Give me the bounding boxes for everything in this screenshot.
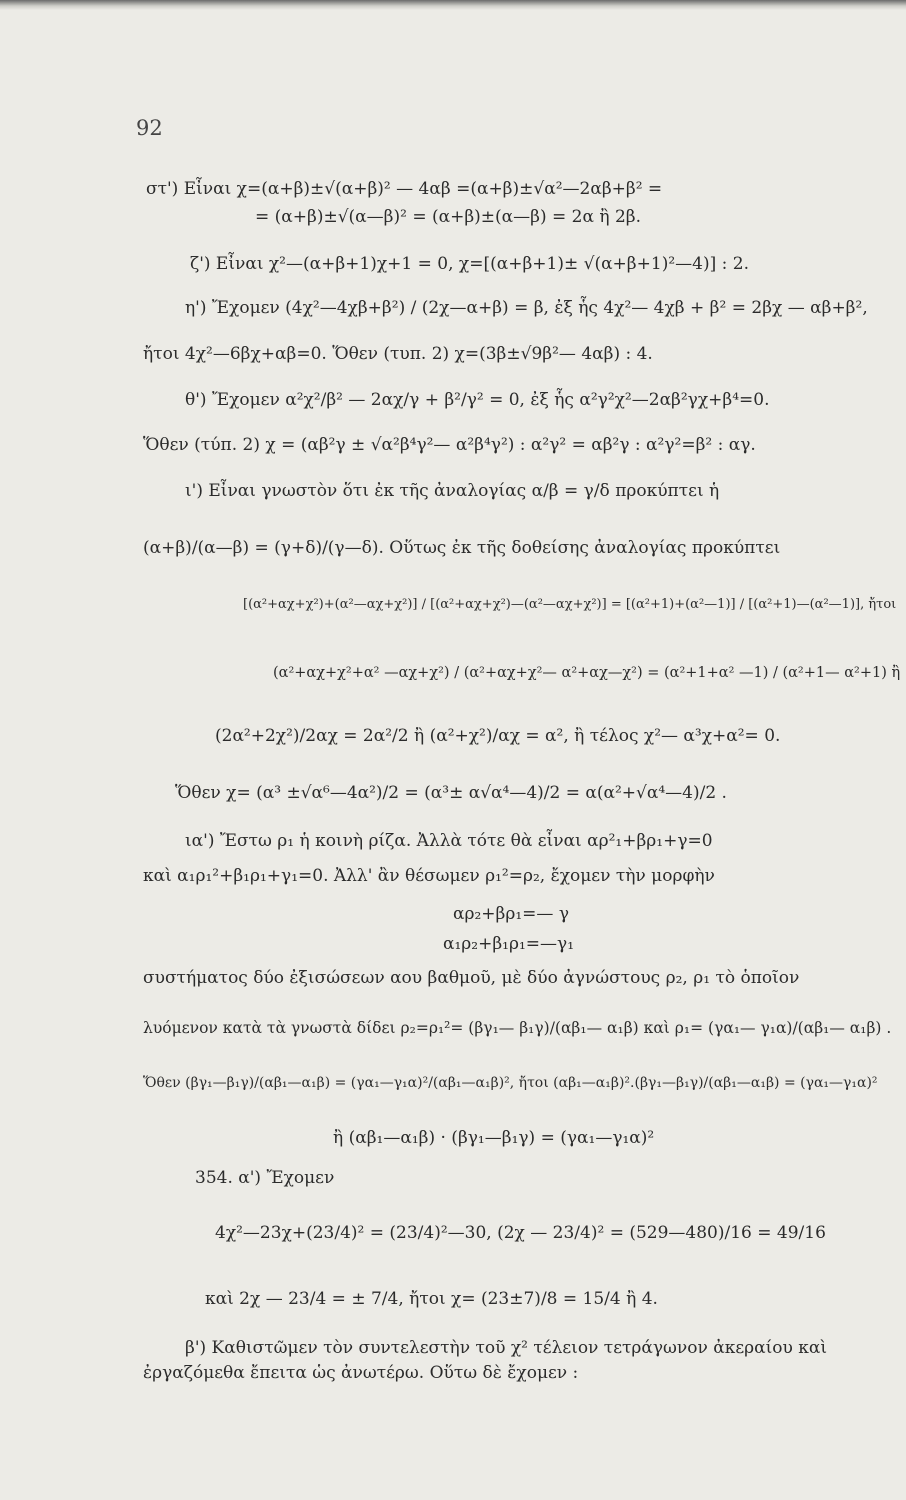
- text-line-ia-3: αρ₂+βρ₁=— γ: [453, 904, 569, 924]
- text-line-st-2: = (α+β)±√(α—β)² = (α+β)±(α—β) = 2α ἢ 2β.: [255, 207, 642, 227]
- text-line-i-3: [(α²+αχ+χ²)+(α²—αχ+χ²)] / [(α²+αχ+χ²)—(α²—αχ+χ²)] = [(α²+1)+(α²—1)] / [(α²+1)—(α²—1)], ἤτοι: [243, 597, 897, 612]
- text-line-354-2: 4χ²—23χ+(23/4)² = (23/4)²—30, (2χ — 23/4)² = (529—480)/16 = 49/16: [215, 1223, 826, 1243]
- text-line-ia-7: Ὅθεν (βγ₁—β₁γ)/(αβ₁—α₁β) = (γα₁—γ₁α)²/(αβ₁—α₁β)², ἤτοι (αβ₁—α₁β)².(βγ₁—β₁γ)/(αβ₁—α₁β) = (γα₁—γ₁α)²: [143, 1075, 878, 1091]
- text-line-b-2: ἐργαζόμεθα ἔπειτα ὡς ἀνωτέρω. Οὕτω δὲ ἔχομεν :: [143, 1363, 579, 1383]
- text-line-z: ζ') Εἶναι χ²—(α+β+1)χ+1 = 0, χ=[(α+β+1)± √(α+β+1)²—4)] : 2.: [190, 254, 749, 274]
- text-line-th-2: Ὅθεν (τύπ. 2) χ = (αβ²γ ± √α²β⁴γ²— α²β⁴γ²) : α²γ² = αβ²γ : α²γ²=β² : αγ.: [143, 435, 756, 455]
- text-line-ia-2: καὶ α₁ρ₁²+β₁ρ₁+γ₁=0. Ἀλλ' ἂν θέσωμεν ρ₁²=ρ₂, ἔχομεν τὴν μορφὴν: [143, 866, 715, 886]
- text-line-ia-1: ια') Ἔστω ρ₁ ἡ κοινὴ ρίζα. Ἀλλὰ τότε θὰ εἶναι αρ²₁+βρ₁+γ=0: [185, 831, 713, 851]
- text-line-st-1: στ') Εἶναι χ=(α+β)±√(α+β)² — 4αβ =(α+β)±√α²—2αβ+β² =: [146, 179, 663, 199]
- text-line-i-6: Ὅθεν χ= (α³ ±√α⁶—4α²)/2 = (α³± α√α⁴—4)/2 = α(α²+√α⁴—4)/2 .: [175, 783, 727, 803]
- text-line-th-1: θ') Ἔχομεν α²χ²/β² — 2αχ/γ + β²/γ² = 0, ἐξ ἧς α²γ²χ²—2αβ²γχ+β⁴=0.: [185, 390, 770, 410]
- page-top-edge: [0, 0, 906, 10]
- text-line-b-1: β') Καθιστῶμεν τὸν συντελεστὴν τοῦ χ² τέλειον τετράγωνον ἀκεραίου καὶ: [185, 1338, 828, 1358]
- page-number: 92: [136, 116, 163, 140]
- text-line-i-4: (α²+αχ+χ²+α² —αχ+χ²) / (α²+αχ+χ²— α²+αχ—χ²) = (α²+1+α² —1) / (α²+1— α²+1) ἢ: [273, 665, 901, 681]
- text-line-354-3: καὶ 2χ — 23/4 = ± 7/4, ἤτοι χ= (23±7)/8 = 15/4 ἢ 4.: [205, 1289, 658, 1309]
- text-line-h-2: ἤτοι 4χ²—6βχ+αβ=0. Ὅθεν (τυπ. 2) χ=(3β±√9β²— 4αβ) : 4.: [143, 344, 653, 364]
- text-line-ia-5: συστήματος δύο ἐξισώσεων αου βαθμοῦ, μὲ δύο ἀγνώστους ρ₂, ρ₁ τὸ ὁποῖον: [143, 968, 800, 988]
- text-line-ia-4: α₁ρ₂+β₁ρ₁=—γ₁: [443, 934, 575, 954]
- text-line-i-1: ι') Εἶναι γνωστὸν ὅτι ἐκ τῆς ἀναλογίας α/β = γ/δ προκύπτει ἡ: [185, 481, 720, 501]
- text-line-h-1: η') Ἔχομεν (4χ²—4χβ+β²) / (2χ—α+β) = β, ἐξ ἧς 4χ²— 4χβ + β² = 2βχ — αβ+β²,: [185, 298, 868, 318]
- text-line-ia-6: λυόμενον κατὰ τὰ γνωστὰ δίδει ρ₂=ρ₁²= (βγ₁— β₁γ)/(αβ₁— α₁β) καὶ ρ₁= (γα₁— γ₁α)/(αβ₁— α₁β) .: [143, 1019, 892, 1037]
- text-line-i-5: (2α²+2χ²)/2αχ = 2α²/2 ἢ (α²+χ²)/αχ = α², ἢ τέλος χ²— α³χ+α²= 0.: [215, 726, 781, 746]
- text-line-i-2: (α+β)/(α—β) = (γ+δ)/(γ—δ). Οὕτως ἐκ τῆς δοθείσης ἀναλογίας προκύπτει: [143, 538, 781, 558]
- text-line-354-1: 354. α') Ἔχομεν: [195, 1168, 335, 1188]
- text-line-ia-8: ἢ (αβ₁—α₁β) · (βγ₁—β₁γ) = (γα₁—γ₁α)²: [333, 1128, 655, 1148]
